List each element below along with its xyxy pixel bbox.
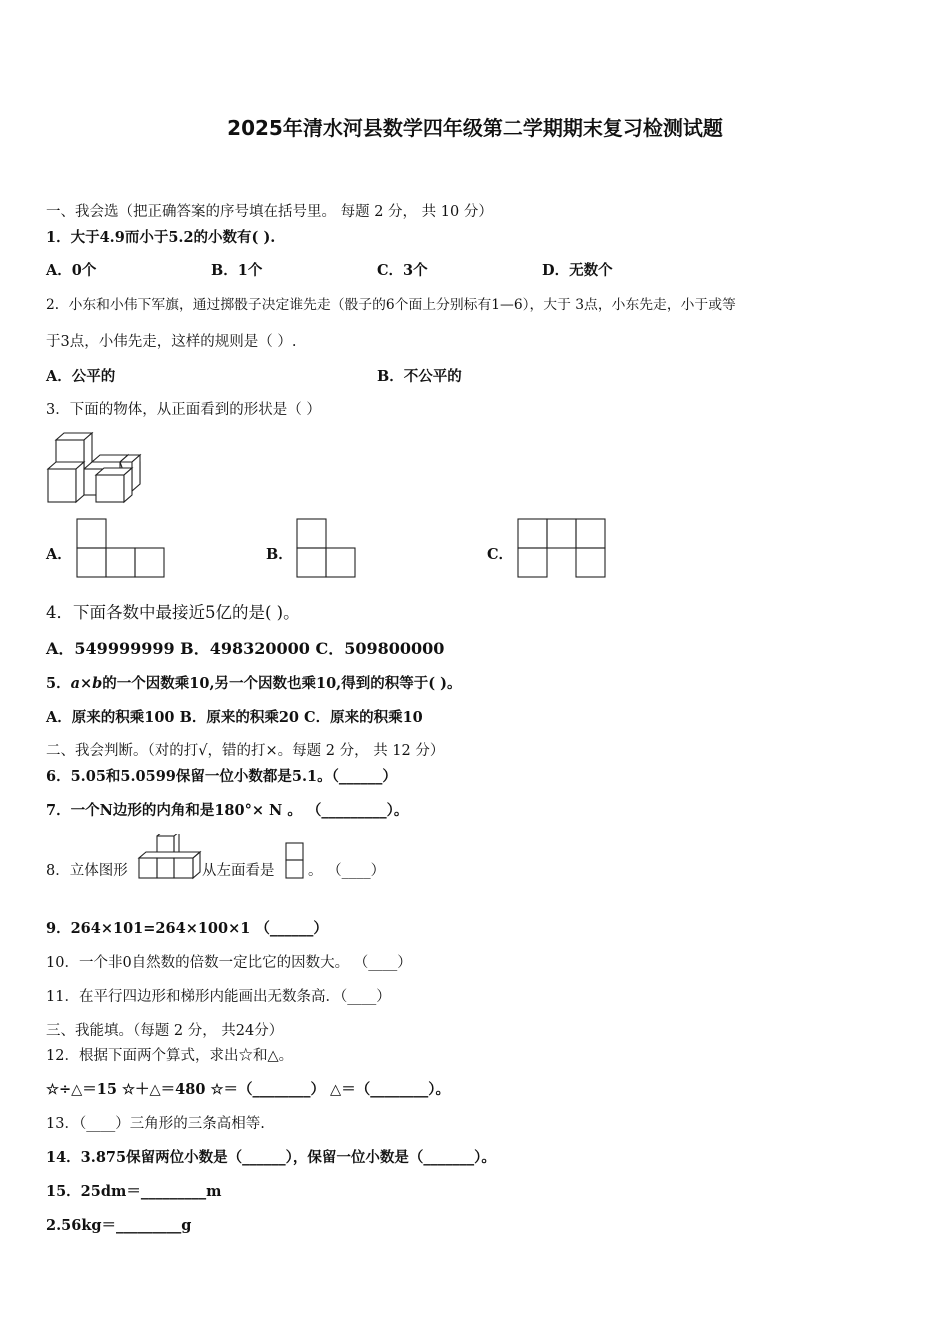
question-13: 13．（____）三角形的三条高相等. xyxy=(46,1116,265,1132)
q8-left-view-shape xyxy=(285,842,305,880)
question-6: 6．5.05和5.0599保留一位小数都是5.1。（______） xyxy=(46,768,397,785)
question-7: 7．一个N边形的内角和是180°× N 。 （_________）。 xyxy=(46,802,409,819)
q5-options: A．原来的积乘100 B．原来的积乘20 C．原来的积乘10 xyxy=(46,709,423,726)
q5-variable: a×b xyxy=(70,675,103,692)
q5-prefix: 5． xyxy=(46,675,71,692)
q1-option-d: D．无数个 xyxy=(542,262,613,279)
q3-option-a-shape xyxy=(76,518,166,578)
question-11: 11．在平行四边形和梯形内能画出无数条高．（____） xyxy=(46,989,391,1005)
question-2-line-1: 2．小东和小伟下军旗，通过掷骰子决定谁先走（骰子的6个面上分别标有1—6），大于 3点，小东先走，小于或等 xyxy=(46,297,736,313)
question-3: 3．下面的物体，从正面看到的形状是（ ） xyxy=(46,402,321,418)
question-9: 9．264×101=264×100×1 （______） xyxy=(46,920,328,937)
q4-options: A．549999999 B．498320000 C．509800000 xyxy=(46,639,445,658)
q1-option-a: A．0个 xyxy=(46,262,97,279)
question-12-equations: ☆÷△＝15 ☆＋△＝480 ☆＝（________） △＝（________）。 xyxy=(46,1081,450,1098)
question-4: 4．下面各数中最接近5亿的是( )。 xyxy=(46,603,300,622)
question-15-part-2: 2.56kg＝_________g xyxy=(46,1217,192,1234)
page-title: 2025年清水河县数学四年级第二学期期末复习检测试题 xyxy=(227,116,723,140)
q2-option-a: A．公平的 xyxy=(46,368,116,385)
question-15-part-1: 15．25dm＝_________m xyxy=(46,1183,222,1200)
section-3-heading: 三、我能填。（每题 2 分， 共24分） xyxy=(46,1023,284,1039)
question-8-prefix: 8．立体图形 xyxy=(46,863,128,879)
q3-option-b-shape xyxy=(296,518,358,578)
section-2-heading: 二、我会判断。（对的打√，错的打×。每题 2 分， 共 12 分） xyxy=(46,743,445,759)
question-10: 10．一个非0自然数的倍数一定比它的因数大。 （____） xyxy=(46,955,412,971)
question-8-middle: 从左面看是 xyxy=(202,863,275,879)
q2-option-b: B．不公平的 xyxy=(377,368,462,385)
question-5 xyxy=(46,674,462,694)
question-8-suffix: 。 （____） xyxy=(308,863,386,879)
q1-option-c: C．3个 xyxy=(377,262,428,279)
question-14: 14．3.875保留两位小数是（______），保留一位小数是（_______）。 xyxy=(46,1149,496,1166)
section-1-heading: 一、我会选（把正确答案的序号填在括号里。 每题 2 分， 共 10 分） xyxy=(46,204,493,220)
question-12: 12．根据下面两个算式，求出☆和△。 xyxy=(46,1048,294,1064)
q3-option-c: C． xyxy=(487,546,514,563)
q3-option-c-shape xyxy=(517,518,607,578)
q1-option-b: B．1个 xyxy=(211,262,263,279)
q5-text: 的一个因数乘10,另一个因数也乘10,得到的积等于( )。 xyxy=(102,675,462,692)
q3-cube-figure xyxy=(44,432,144,506)
question-2-line-2: 于3点，小伟先走，这样的规则是（ ）. xyxy=(46,334,297,350)
q3-option-b: B． xyxy=(266,546,293,563)
question-1: 1．大于4.9而小于5.2的小数有( ). xyxy=(46,229,276,246)
q3-option-a: A． xyxy=(46,546,72,563)
q8-solid-figure xyxy=(137,834,203,880)
